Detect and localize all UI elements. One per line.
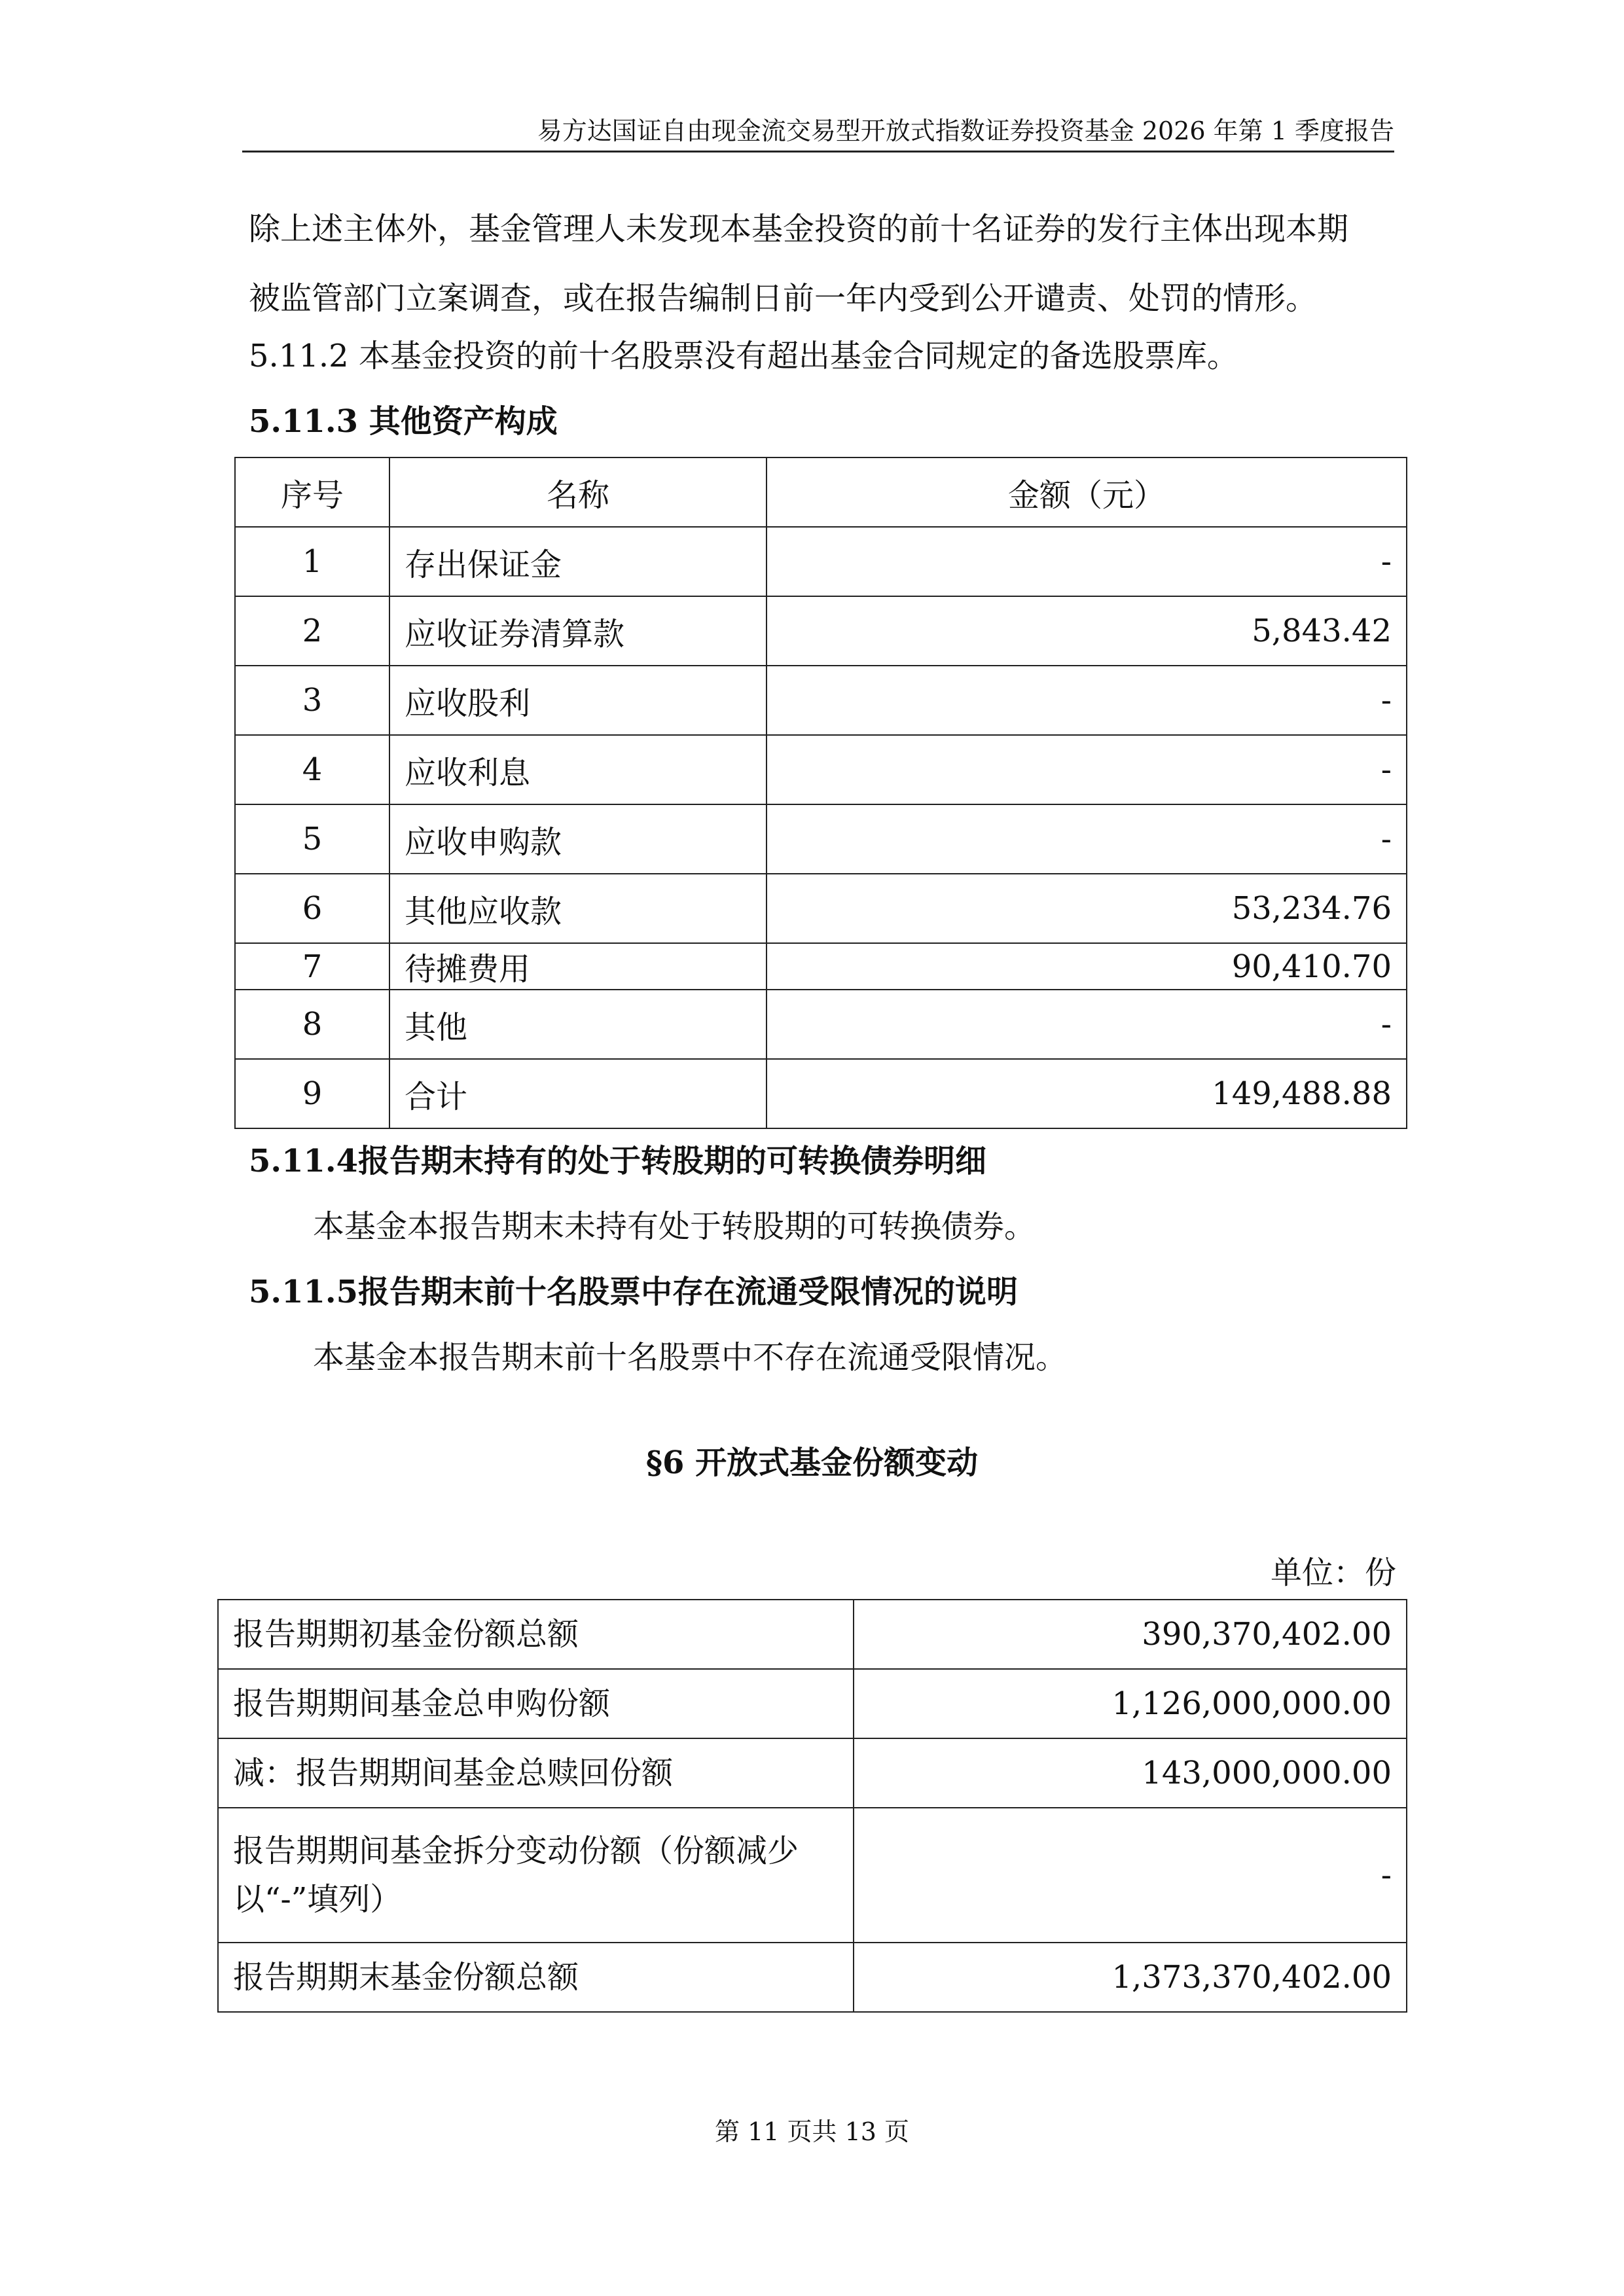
- table-row: [235, 527, 1407, 596]
- page-header: [242, 111, 1394, 152]
- table-row: [235, 804, 1407, 874]
- row-item: [218, 1808, 854, 1943]
- table-row: [235, 666, 1407, 735]
- section-6-title: §6 开放式基金份额变动: [645, 1444, 979, 1481]
- table-row: [218, 1943, 1407, 2012]
- row-name: 应收申购款: [389, 804, 767, 874]
- page-footer: 第 11 页共 13 页: [714, 2117, 910, 2146]
- row-no: 5: [235, 804, 389, 874]
- row-item-line-2: 以“-”填列）: [233, 1881, 402, 1918]
- heading-5-11-5: 5.11.5报告期末前十名股票中存在流通受限情况的说明: [249, 1274, 1019, 1310]
- row-value: 1,373,370,402.00: [854, 1943, 1407, 2012]
- row-no: 8: [235, 990, 389, 1059]
- table-row: [235, 990, 1407, 1059]
- paragraph-5-11-4: 本基金本报告期末未持有处于转股期的可转换债券。: [313, 1208, 1036, 1245]
- share-change-table: [217, 1599, 1407, 2013]
- row-value: 390,370,402.00: [854, 1600, 1407, 1669]
- heading-5-11-3: 5.11.3 其他资产构成: [249, 403, 558, 440]
- row-item-line-1: 报告期期间基金拆分变动份额（份额减少: [233, 1833, 799, 1869]
- table-row: [235, 874, 1407, 943]
- row-amount: -: [767, 990, 1407, 1059]
- row-name: 应收利息: [389, 735, 767, 804]
- table-row: [235, 943, 1407, 990]
- table-row: [235, 596, 1407, 666]
- row-name: 其他应收款: [389, 874, 767, 943]
- row-amount: 5,843.42: [767, 596, 1407, 666]
- table-row: [218, 1738, 1407, 1808]
- row-name: 合计: [389, 1059, 767, 1128]
- row-name: 应收股利: [389, 666, 767, 735]
- table-row: [218, 1808, 1407, 1943]
- row-amount: -: [767, 666, 1407, 735]
- row-value: 143,000,000.00: [854, 1738, 1407, 1808]
- row-amount: -: [767, 804, 1407, 874]
- paragraph-2: 被监管部门立案调查，或在报告编制日前一年内受到公开谴责、处罚的情形。: [249, 280, 1318, 317]
- row-amount: -: [767, 735, 1407, 804]
- row-amount: 149,488.88: [767, 1059, 1407, 1128]
- table-row-total: [235, 1059, 1407, 1128]
- table-row: [218, 1669, 1407, 1738]
- row-no: 6: [235, 874, 389, 943]
- header-no: 序号: [235, 457, 389, 527]
- row-no: 9: [235, 1059, 389, 1128]
- other-assets-table: [234, 457, 1407, 1129]
- paragraph-5-11-5: 本基金本报告期末前十名股票中不存在流通受限情况。: [313, 1339, 1068, 1376]
- table-header-row: [235, 457, 1407, 527]
- row-no: 2: [235, 596, 389, 666]
- row-name: 待摊费用: [389, 943, 767, 990]
- row-item: 报告期期初基金份额总额: [218, 1600, 854, 1669]
- row-no: 3: [235, 666, 389, 735]
- row-amount: 90,410.70: [767, 943, 1407, 990]
- paragraph-1: 除上述主体外，基金管理人未发现本基金投资的前十名证券的发行主体出现本期: [249, 211, 1349, 247]
- table-row: [218, 1600, 1407, 1669]
- row-item: 报告期期末基金份额总额: [218, 1943, 854, 2012]
- row-item: 减：报告期期间基金总赎回份额: [218, 1738, 854, 1808]
- row-amount: 53,234.76: [767, 874, 1407, 943]
- table-row: [235, 735, 1407, 804]
- header-name: 名称: [389, 457, 767, 527]
- row-value: -: [854, 1808, 1407, 1943]
- row-no: 4: [235, 735, 389, 804]
- header-title: 易方达国证自由现金流交易型开放式指数证券投资基金 2026 年第 1 季度报告: [537, 117, 1394, 145]
- row-name: 其他: [389, 990, 767, 1059]
- paragraph-5-11-2: 5.11.2 本基金投资的前十名股票没有超出基金合同规定的备选股票库。: [249, 338, 1238, 374]
- heading-5-11-4: 5.11.4报告期末持有的处于转股期的可转换债券明细: [249, 1143, 987, 1179]
- row-no: 7: [235, 943, 389, 990]
- unit-label: 单位：份: [1270, 1554, 1396, 1591]
- row-item: 报告期期间基金总申购份额: [218, 1669, 854, 1738]
- row-name: 应收证券清算款: [389, 596, 767, 666]
- header-amount: 金额（元）: [767, 457, 1407, 527]
- row-amount: -: [767, 527, 1407, 596]
- row-name: 存出保证金: [389, 527, 767, 596]
- row-value: 1,126,000,000.00: [854, 1669, 1407, 1738]
- row-no: 1: [235, 527, 389, 596]
